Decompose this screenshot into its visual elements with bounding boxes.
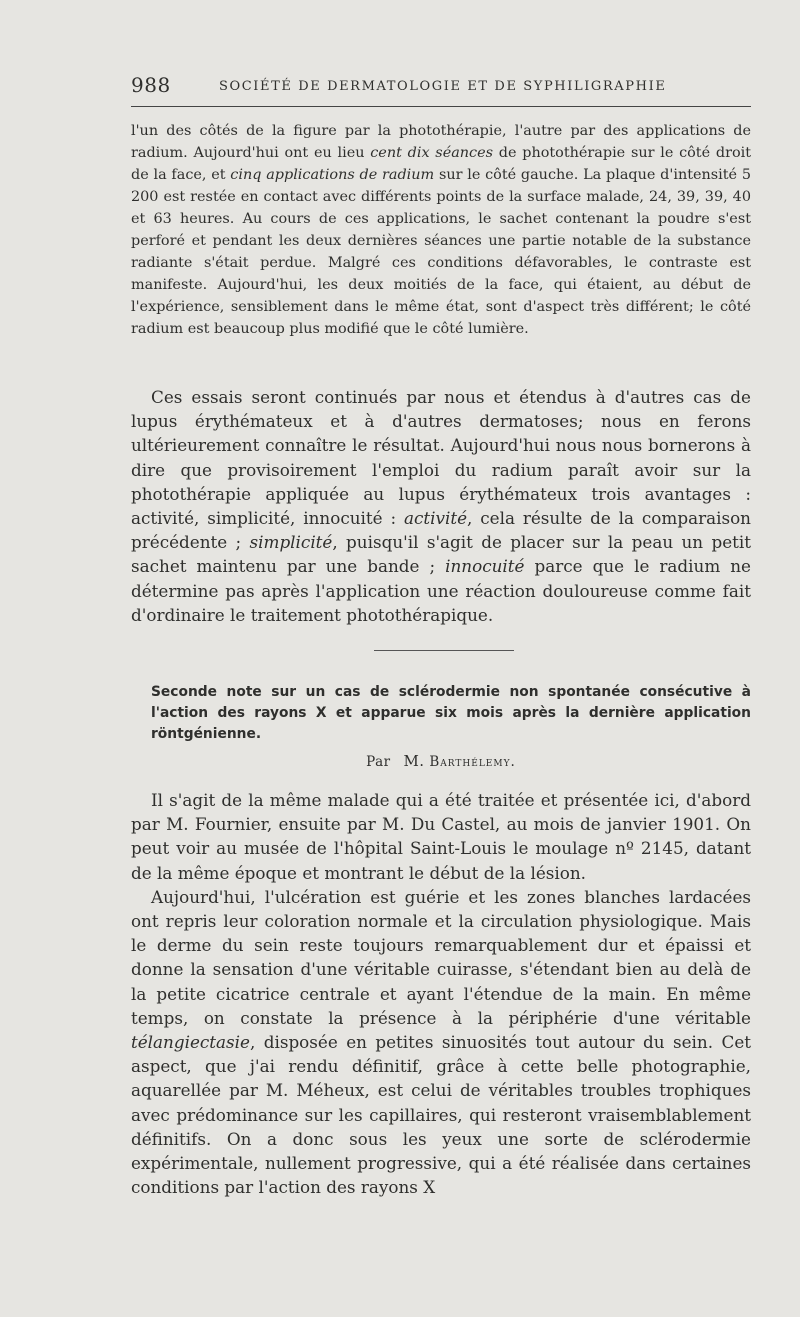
header-rule xyxy=(131,106,751,107)
continuation-emphasis-2: cinq applications de radium xyxy=(230,167,435,183)
conclusion-text-2: , cela résulte de la comparaison précédente ; xyxy=(131,508,751,553)
conclusion-text-3: , puisqu'il s'agit de placer sur la peau un petit sachet maintenu par une bande ; xyxy=(131,532,751,577)
conclusion-emphasis-1: activité xyxy=(404,508,468,529)
continuation-paragraph xyxy=(131,120,751,340)
continuation-text-1: l'un des côtés de la figure par la photothérapie, l'autre par des applications de radium. Aujourd'hui ont eu lieu xyxy=(131,123,751,161)
body-p2-text-2: , disposée en petites sinuosités tout autour du sein. Cet aspect, que j'ai rendu définitif, grâce à cette belle photographie, aquarellée par M. Méheux, est celui de véritables troubles trophiques avec prédominance sur les capillaires, qui resteront vraisemblablement définitifs. On a donc sous les yeux une sorte de sclérodermie expérimentale, nullement progressive, qui a été réalisée dans certaines conditions par l'action des rayons X xyxy=(131,1032,751,1198)
body-paragraph-1: Il s'agit de la même malade qui a été traitée et présentée ici, d'abord par M. Fournier, ensuite par M. Du Castel, au mois de janvier 1901. On peut voir au musée de l'hôpital Saint-Louis le moulage nº 2145, datant de la même époque et montrant le début de la lésion. xyxy=(131,790,751,883)
body-p2-emphasis: télangiectasie xyxy=(131,1032,250,1053)
running-head: SOCIÉTÉ DE DERMATOLOGIE ET DE SYPHILIGRAPHIE xyxy=(219,79,667,94)
conclusion-paragraph xyxy=(131,385,751,627)
continuation-emphasis-1: cent dix séances xyxy=(370,145,494,161)
continuation-text-2: de photothérapie sur le côté droit de la face, et xyxy=(131,145,751,183)
article-title-text: Seconde note sur un cas de sclérodermie non spontanée consécutive à l'action des rayons X et apparue six mois après la dernière application röntgénienne. xyxy=(151,684,751,742)
page-header xyxy=(131,73,751,99)
article-title xyxy=(131,682,751,745)
article-author xyxy=(131,752,751,770)
body-p2-text-1: Aujourd'hui, l'ulcération est guérie et les zones blanches lardacées ont repris leur coloration normale et la circulation physiologique. Mais le derme du sein reste toujours remarquablement dur et épaissi et donne la sensation d'une véritable cuirasse, s'étendant bien au delà de la petite cicatrice centrale et ayant l'étendue de la main. En même temps, on constate la présence à la périphérie d'une véritable xyxy=(131,886,751,1028)
author-initial: M. xyxy=(403,752,425,770)
conclusion-text-1: Ces essais seront continués par nous et étendus à d'autres cas de lupus érythémateux et à d'autres dermatoses; nous en ferons ultérieurement connaître le résultat. Aujourd'hui nous nous bornerons à dire que provisoirement l'emploi du radium paraît avoir sur la photothérapie appliquée au lupus érythémateux trois avantages : activité, simplicité, innocuité : xyxy=(131,387,751,529)
conclusion-text-4: parce que le radium ne détermine pas après l'application une réaction douloureuse comme fait d'ordinaire le traitement photothérapique. xyxy=(131,556,751,625)
continuation-text-3: sur le côté gauche. La plaque d'intensité 5 200 est restée en contact avec différents points de la surface malade, 24, 39, 39, 40 et 63 heures. Au cours de ces applications, le sachet contenant la poudre s'est perforé et pendant les deux dernières séances une partie notable de la substance radiante s'était perdue. Malgré ces conditions défavorables, le contraste est manifeste. Aujourd'hui, les deux moitiés de la face, qui étaient, au début de l'expérience, sensiblement dans le même état, sont d'aspect très différent; le côté radium est beaucoup plus modifié que le côté lumière. xyxy=(131,167,751,337)
article-body xyxy=(131,788,751,1199)
body-paragraph-2 xyxy=(131,885,751,1200)
author-name: Barthélemy. xyxy=(429,754,516,770)
conclusion-emphasis-2: simplicité xyxy=(249,532,333,553)
page-number: 988 xyxy=(131,73,171,97)
section-divider xyxy=(374,650,514,651)
conclusion-emphasis-3: innocuité xyxy=(445,556,525,577)
author-by: Par xyxy=(366,754,391,770)
